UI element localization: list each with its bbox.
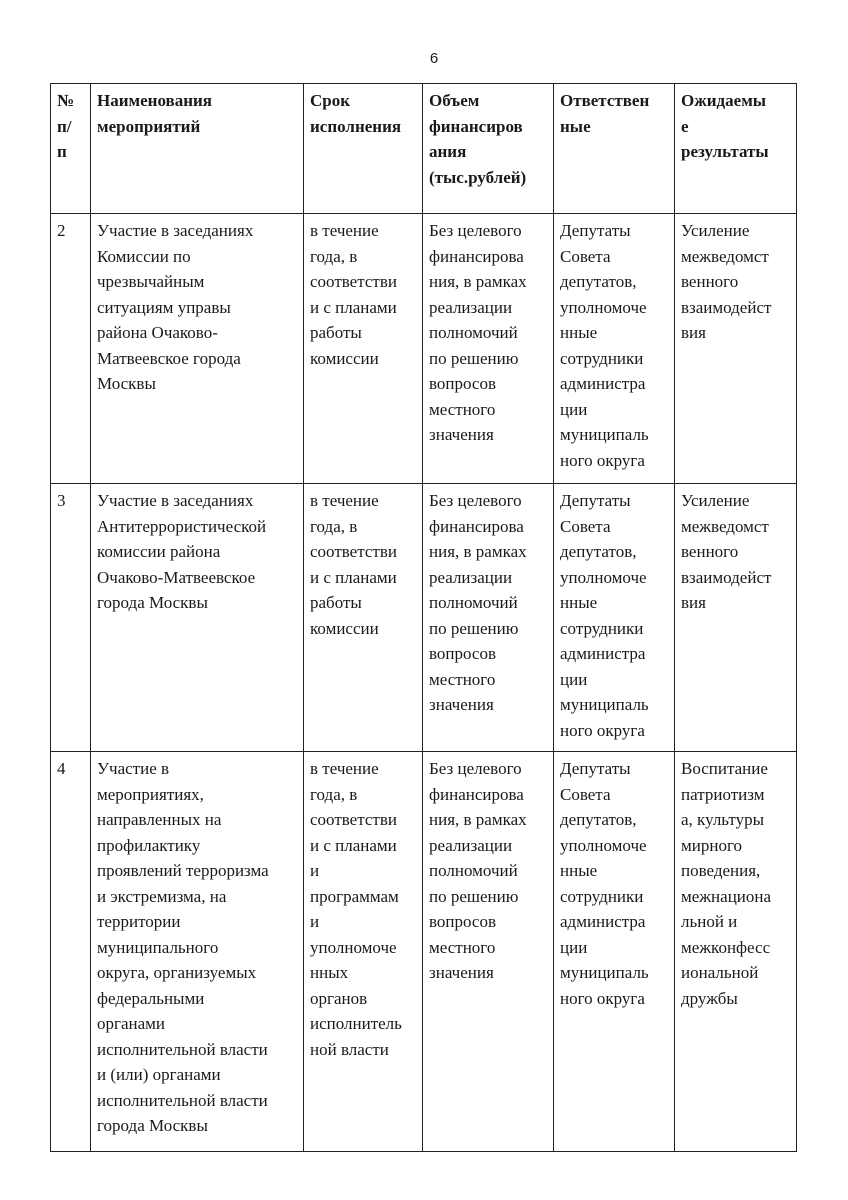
cell-text-line: района Очаково- xyxy=(97,323,218,342)
cell-text-line: полномочий xyxy=(429,323,518,342)
cell-text-line: нных xyxy=(310,963,349,982)
event-name xyxy=(91,752,304,1152)
responsible xyxy=(554,752,675,1152)
cell-text-line: результаты xyxy=(681,142,769,161)
cell-text-line: Наименования xyxy=(97,91,212,110)
event-name xyxy=(91,214,304,484)
cell-text-line: ного округа xyxy=(560,988,645,1008)
cell-text-line: ного округа xyxy=(560,720,645,740)
cell-text-line: территории xyxy=(97,912,181,931)
cell-text-line: комиссии xyxy=(310,348,379,368)
expected-results xyxy=(675,214,797,484)
cell-text-line: сотрудники xyxy=(560,886,644,906)
cell-text-line: года, в xyxy=(310,246,358,266)
cell-text-line: п/ xyxy=(57,116,72,136)
header-event-name xyxy=(91,84,304,214)
cell-text-line: ния, в рамках xyxy=(429,542,527,561)
cell-text-line: дружбы xyxy=(681,988,738,1008)
cell-text-line: Матвеевское города xyxy=(97,348,241,368)
cell-text-line: Усиление xyxy=(681,491,750,510)
expected-results xyxy=(675,484,797,752)
header-number xyxy=(51,84,91,214)
cell-text-line: года, в xyxy=(310,516,358,536)
table-row xyxy=(51,752,797,1152)
cell-text-line: Москвы xyxy=(97,374,156,393)
cell-text-line: взаимодейст xyxy=(681,297,772,317)
cell-text-line: № xyxy=(57,91,75,110)
cell-text-line: уполномоче xyxy=(560,567,647,587)
cell-text-line: ния, в рамках xyxy=(429,272,527,291)
cell-text-line: Депутаты xyxy=(560,491,631,510)
cell-text-line: мероприятий xyxy=(97,116,201,136)
cell-text-line: взаимодейст xyxy=(681,567,772,587)
cell-text-line: п xyxy=(57,142,67,161)
cell-text-line: ные xyxy=(560,116,591,136)
cell-text-line: венного xyxy=(681,542,739,561)
cell-text-line: исполнительной власти xyxy=(97,1039,268,1059)
cell-text-line: муниципаль xyxy=(560,695,649,714)
cell-text-line: в течение xyxy=(310,759,379,778)
cell-text-line: Без целевого xyxy=(429,221,522,240)
cell-text-line: программам xyxy=(310,886,399,906)
cell-text-line: значения xyxy=(429,425,494,444)
funding xyxy=(423,214,554,484)
cell-text-line: вия xyxy=(681,593,706,612)
cell-text-line: работы xyxy=(310,323,362,342)
cell-text-line: Участие в заседаниях xyxy=(97,491,254,510)
cell-text-line: Без целевого xyxy=(429,491,522,510)
cell-text-line: города Москвы xyxy=(97,1116,208,1135)
cell-text-line: органами xyxy=(97,1014,166,1033)
cell-text-line: межведомст xyxy=(681,246,769,266)
cell-text-line: исполнения xyxy=(310,116,402,136)
cell-text-line: депутатов, xyxy=(560,542,637,561)
cell-text-line: и с планами xyxy=(310,835,397,855)
cell-text-line: нные xyxy=(560,593,598,612)
cell-text-line: Совета xyxy=(560,246,611,266)
cell-text-line: ного округа xyxy=(560,450,645,470)
cell-text-line: депутатов, xyxy=(560,810,637,829)
table-row xyxy=(51,484,797,752)
page-number: 6 xyxy=(429,50,439,67)
cell-text-line: вопросов xyxy=(429,644,497,663)
cell-text-line: комиссии района xyxy=(97,542,221,561)
header-results xyxy=(675,84,797,214)
cell-text-line: администра xyxy=(560,374,646,393)
cell-text-line: по решению xyxy=(429,886,519,906)
cell-text-line: органов xyxy=(310,988,368,1008)
cell-text-line: работы xyxy=(310,593,362,612)
cell-text-line: нные xyxy=(560,323,598,342)
cell-text-line: по решению xyxy=(429,618,519,638)
cell-text-line: сотрудники xyxy=(560,348,644,368)
cell-text-line: финансирова xyxy=(429,784,524,804)
cell-text-line: Ожидаемы xyxy=(681,91,767,110)
term xyxy=(304,214,423,484)
cell-text-line: (тыс.рублей) xyxy=(429,167,527,187)
cell-text-line: муниципаль xyxy=(560,963,649,982)
cell-text-line: мероприятиях, xyxy=(97,784,204,804)
cell-text-line: реализации xyxy=(429,835,513,855)
responsible xyxy=(554,214,675,484)
funding xyxy=(423,752,554,1152)
cell-text-line: ной власти xyxy=(310,1039,389,1059)
cell-text-line: федеральными xyxy=(97,988,205,1008)
header-responsible xyxy=(554,84,675,214)
cell-text-line: соответстви xyxy=(310,810,397,829)
cell-text-line: и с планами xyxy=(310,567,397,587)
cell-text-line: Антитеррористической xyxy=(97,516,267,536)
cell-text-line: ания xyxy=(429,142,467,161)
cell-text-line: администра xyxy=(560,912,646,931)
cell-text-line: Комиссии по xyxy=(97,246,191,266)
cell-text-line: реализации xyxy=(429,567,513,587)
cell-text-line: е xyxy=(681,116,689,136)
cell-text-line: вопросов xyxy=(429,912,497,931)
cell-text-line: исполнительной власти xyxy=(97,1090,268,1110)
cell-text-line: Без целевого xyxy=(429,759,522,778)
cell-text-line: профилактику xyxy=(97,835,201,855)
term xyxy=(304,752,423,1152)
cell-text-line: направленных на xyxy=(97,810,222,829)
cell-text-line: ции xyxy=(560,669,588,689)
cell-text-line: и xyxy=(310,861,320,880)
cell-text-line: уполномоче xyxy=(560,297,647,317)
cell-text-line: местного xyxy=(429,937,496,957)
cell-text-line: депутатов, xyxy=(560,272,637,291)
cell-text-line: местного xyxy=(429,669,496,689)
cell-text-line: ния, в рамках xyxy=(429,810,527,829)
row-number: 4 xyxy=(51,752,91,1152)
cell-text-line: Усиление xyxy=(681,221,750,240)
cell-text-line: в течение xyxy=(310,221,379,240)
cell-text-line: округа, организуемых xyxy=(97,963,257,982)
cell-text-line: иональной xyxy=(681,963,759,982)
cell-text-line: межведомст xyxy=(681,516,769,536)
cell-text-line: вия xyxy=(681,323,706,342)
cell-text-line: Очаково-Матвеевское xyxy=(97,567,256,587)
cell-text-line: а, культуры xyxy=(681,810,765,829)
cell-text-line: и xyxy=(310,912,320,931)
cell-text-line: Совета xyxy=(560,516,611,536)
cell-text-line: патриотизм xyxy=(681,784,765,804)
row-number: 3 xyxy=(51,484,91,752)
cell-text-line: соответстви xyxy=(310,272,397,291)
cell-text-line: финансиров xyxy=(429,116,523,136)
cell-text-line: вопросов xyxy=(429,374,497,393)
cell-text-line: нные xyxy=(560,861,598,880)
cell-text-line: и с планами xyxy=(310,297,397,317)
cell-text-line: чрезвычайным xyxy=(97,272,205,291)
term xyxy=(304,484,423,752)
cell-text-line: мирного xyxy=(681,835,743,855)
cell-text-line: Ответствен xyxy=(560,91,650,110)
cell-text-line: межконфесс xyxy=(681,937,771,957)
cell-text-line: Участие в заседаниях xyxy=(97,221,254,240)
cell-text-line: года, в xyxy=(310,784,358,804)
cell-text-line: и экстремизма, на xyxy=(97,886,227,906)
cell-text-line: исполнитель xyxy=(310,1014,402,1033)
cell-text-line: финансирова xyxy=(429,516,524,536)
cell-text-line: уполномоче xyxy=(310,937,397,957)
table-row xyxy=(51,214,797,484)
cell-text-line: и (или) органами xyxy=(97,1065,221,1084)
cell-text-line: полномочий xyxy=(429,861,518,880)
cell-text-line: межнациона xyxy=(681,886,772,906)
cell-text-line: соответстви xyxy=(310,542,397,561)
cell-text-line: полномочий xyxy=(429,593,518,612)
cell-text-line: города Москвы xyxy=(97,593,208,612)
cell-text-line: комиссии xyxy=(310,618,379,638)
cell-text-line: по решению xyxy=(429,348,519,368)
cell-text-line: Депутаты xyxy=(560,221,631,240)
cell-text-line: Совета xyxy=(560,784,611,804)
cell-text-line: ции xyxy=(560,399,588,419)
cell-text-line: значения xyxy=(429,695,494,714)
cell-text-line: в течение xyxy=(310,491,379,510)
cell-text-line: муниципаль xyxy=(560,425,649,444)
cell-text-line: поведения, xyxy=(681,861,761,880)
cell-text-line: ции xyxy=(560,937,588,957)
funding xyxy=(423,484,554,752)
cell-text-line: льной и xyxy=(681,912,738,931)
header-funding xyxy=(423,84,554,214)
cell-text-line: реализации xyxy=(429,297,513,317)
cell-text-line: финансирова xyxy=(429,246,524,266)
responsible xyxy=(554,484,675,752)
cell-text-line: Объем xyxy=(429,91,480,110)
cell-text-line: муниципального xyxy=(97,937,219,957)
cell-text-line: уполномоче xyxy=(560,835,647,855)
cell-text-line: Участие в xyxy=(97,759,170,778)
cell-text-line: местного xyxy=(429,399,496,419)
cell-text-line: ситуациям управы xyxy=(97,297,231,317)
header-term xyxy=(304,84,423,214)
event-name xyxy=(91,484,304,752)
table-header-row xyxy=(51,84,797,214)
cell-text-line: значения xyxy=(429,963,494,982)
cell-text-line: Срок xyxy=(310,91,351,110)
cell-text-line: администра xyxy=(560,644,646,663)
expected-results xyxy=(675,752,797,1152)
cell-text-line: проявлений терроризма xyxy=(97,861,269,880)
action-plan-table xyxy=(50,83,797,1152)
cell-text-line: Воспитание xyxy=(681,759,768,778)
cell-text-line: венного xyxy=(681,272,739,291)
cell-text-line: Депутаты xyxy=(560,759,631,778)
row-number: 2 xyxy=(51,214,91,484)
cell-text-line: сотрудники xyxy=(560,618,644,638)
